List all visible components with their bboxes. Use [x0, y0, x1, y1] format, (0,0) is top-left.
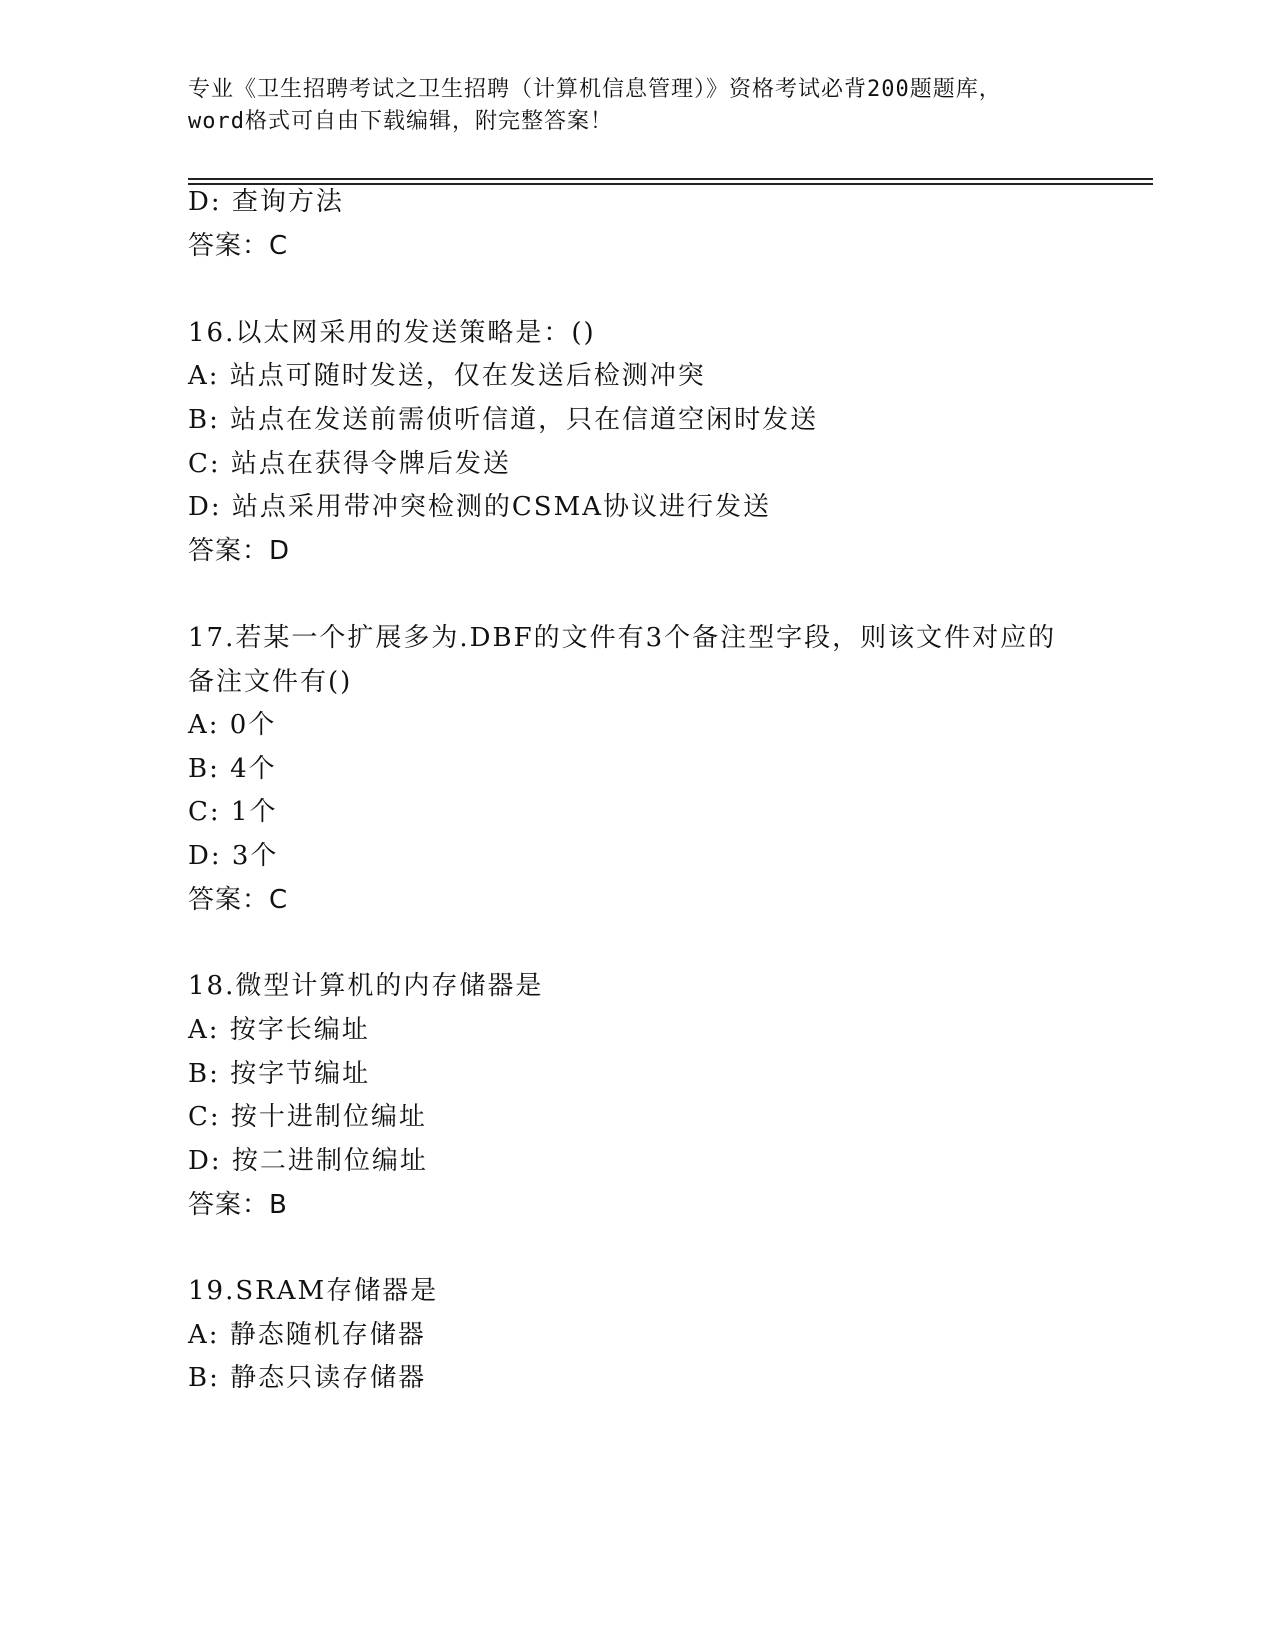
q16-answer: 答案：D [188, 536, 291, 566]
q16-option-d: D: 站点采用带冲突检测的CSMA协议进行发送 [188, 492, 771, 522]
prev-option-d: D: 查询方法 [188, 187, 344, 217]
q19-option-a: A: 静态随机存储器 [188, 1320, 426, 1350]
header-title-line-1: 专业《卫生招聘考试之卫生招聘（计算机信息管理）》资格考试必背200题题库， [188, 77, 1002, 102]
q17-option-c: C: 1个 [188, 797, 278, 827]
q16-option-b: B: 站点在发送前需侦听信道，只在信道空闲时发送 [188, 405, 819, 435]
q18-answer: 答案：B [188, 1190, 288, 1220]
q17-answer: 答案：C [188, 885, 289, 915]
q16-option-c: C: 站点在获得令牌后发送 [188, 449, 511, 479]
q18-stem: 18.微型计算机的内存储器是 [188, 971, 544, 1001]
q17-option-b: B: 4个 [188, 754, 277, 784]
q17-stem-line-2: 备注文件有() [188, 667, 353, 697]
header-title-line-2: word格式可自由下载编辑，附完整答案！ [188, 109, 613, 134]
q19-option-b: B: 静态只读存储器 [188, 1363, 427, 1393]
q18-option-b: B: 按字节编址 [188, 1059, 371, 1089]
q16-option-a: A: 站点可随时发送，仅在发送后检测冲突 [188, 361, 706, 391]
q16-stem: 16.以太网采用的发送策略是：() [188, 318, 596, 348]
q17-option-a: A: 0个 [188, 710, 277, 740]
q19-stem: 19.SRAM存储器是 [188, 1276, 439, 1306]
prev-answer: 答案：C [188, 231, 289, 261]
q18-option-a: A: 按字长编址 [188, 1015, 370, 1045]
q18-option-c: C: 按十进制位编址 [188, 1102, 427, 1132]
document-header [188, 74, 1068, 138]
q17-option-d: D: 3个 [188, 841, 279, 871]
header-divider-top [188, 178, 1153, 180]
q17-stem-line-1: 17.若某一个扩展多为.DBF的文件有3个备注型字段，则该文件对应的 [188, 623, 1057, 653]
q18-option-d: D: 按二进制位编址 [188, 1146, 428, 1176]
